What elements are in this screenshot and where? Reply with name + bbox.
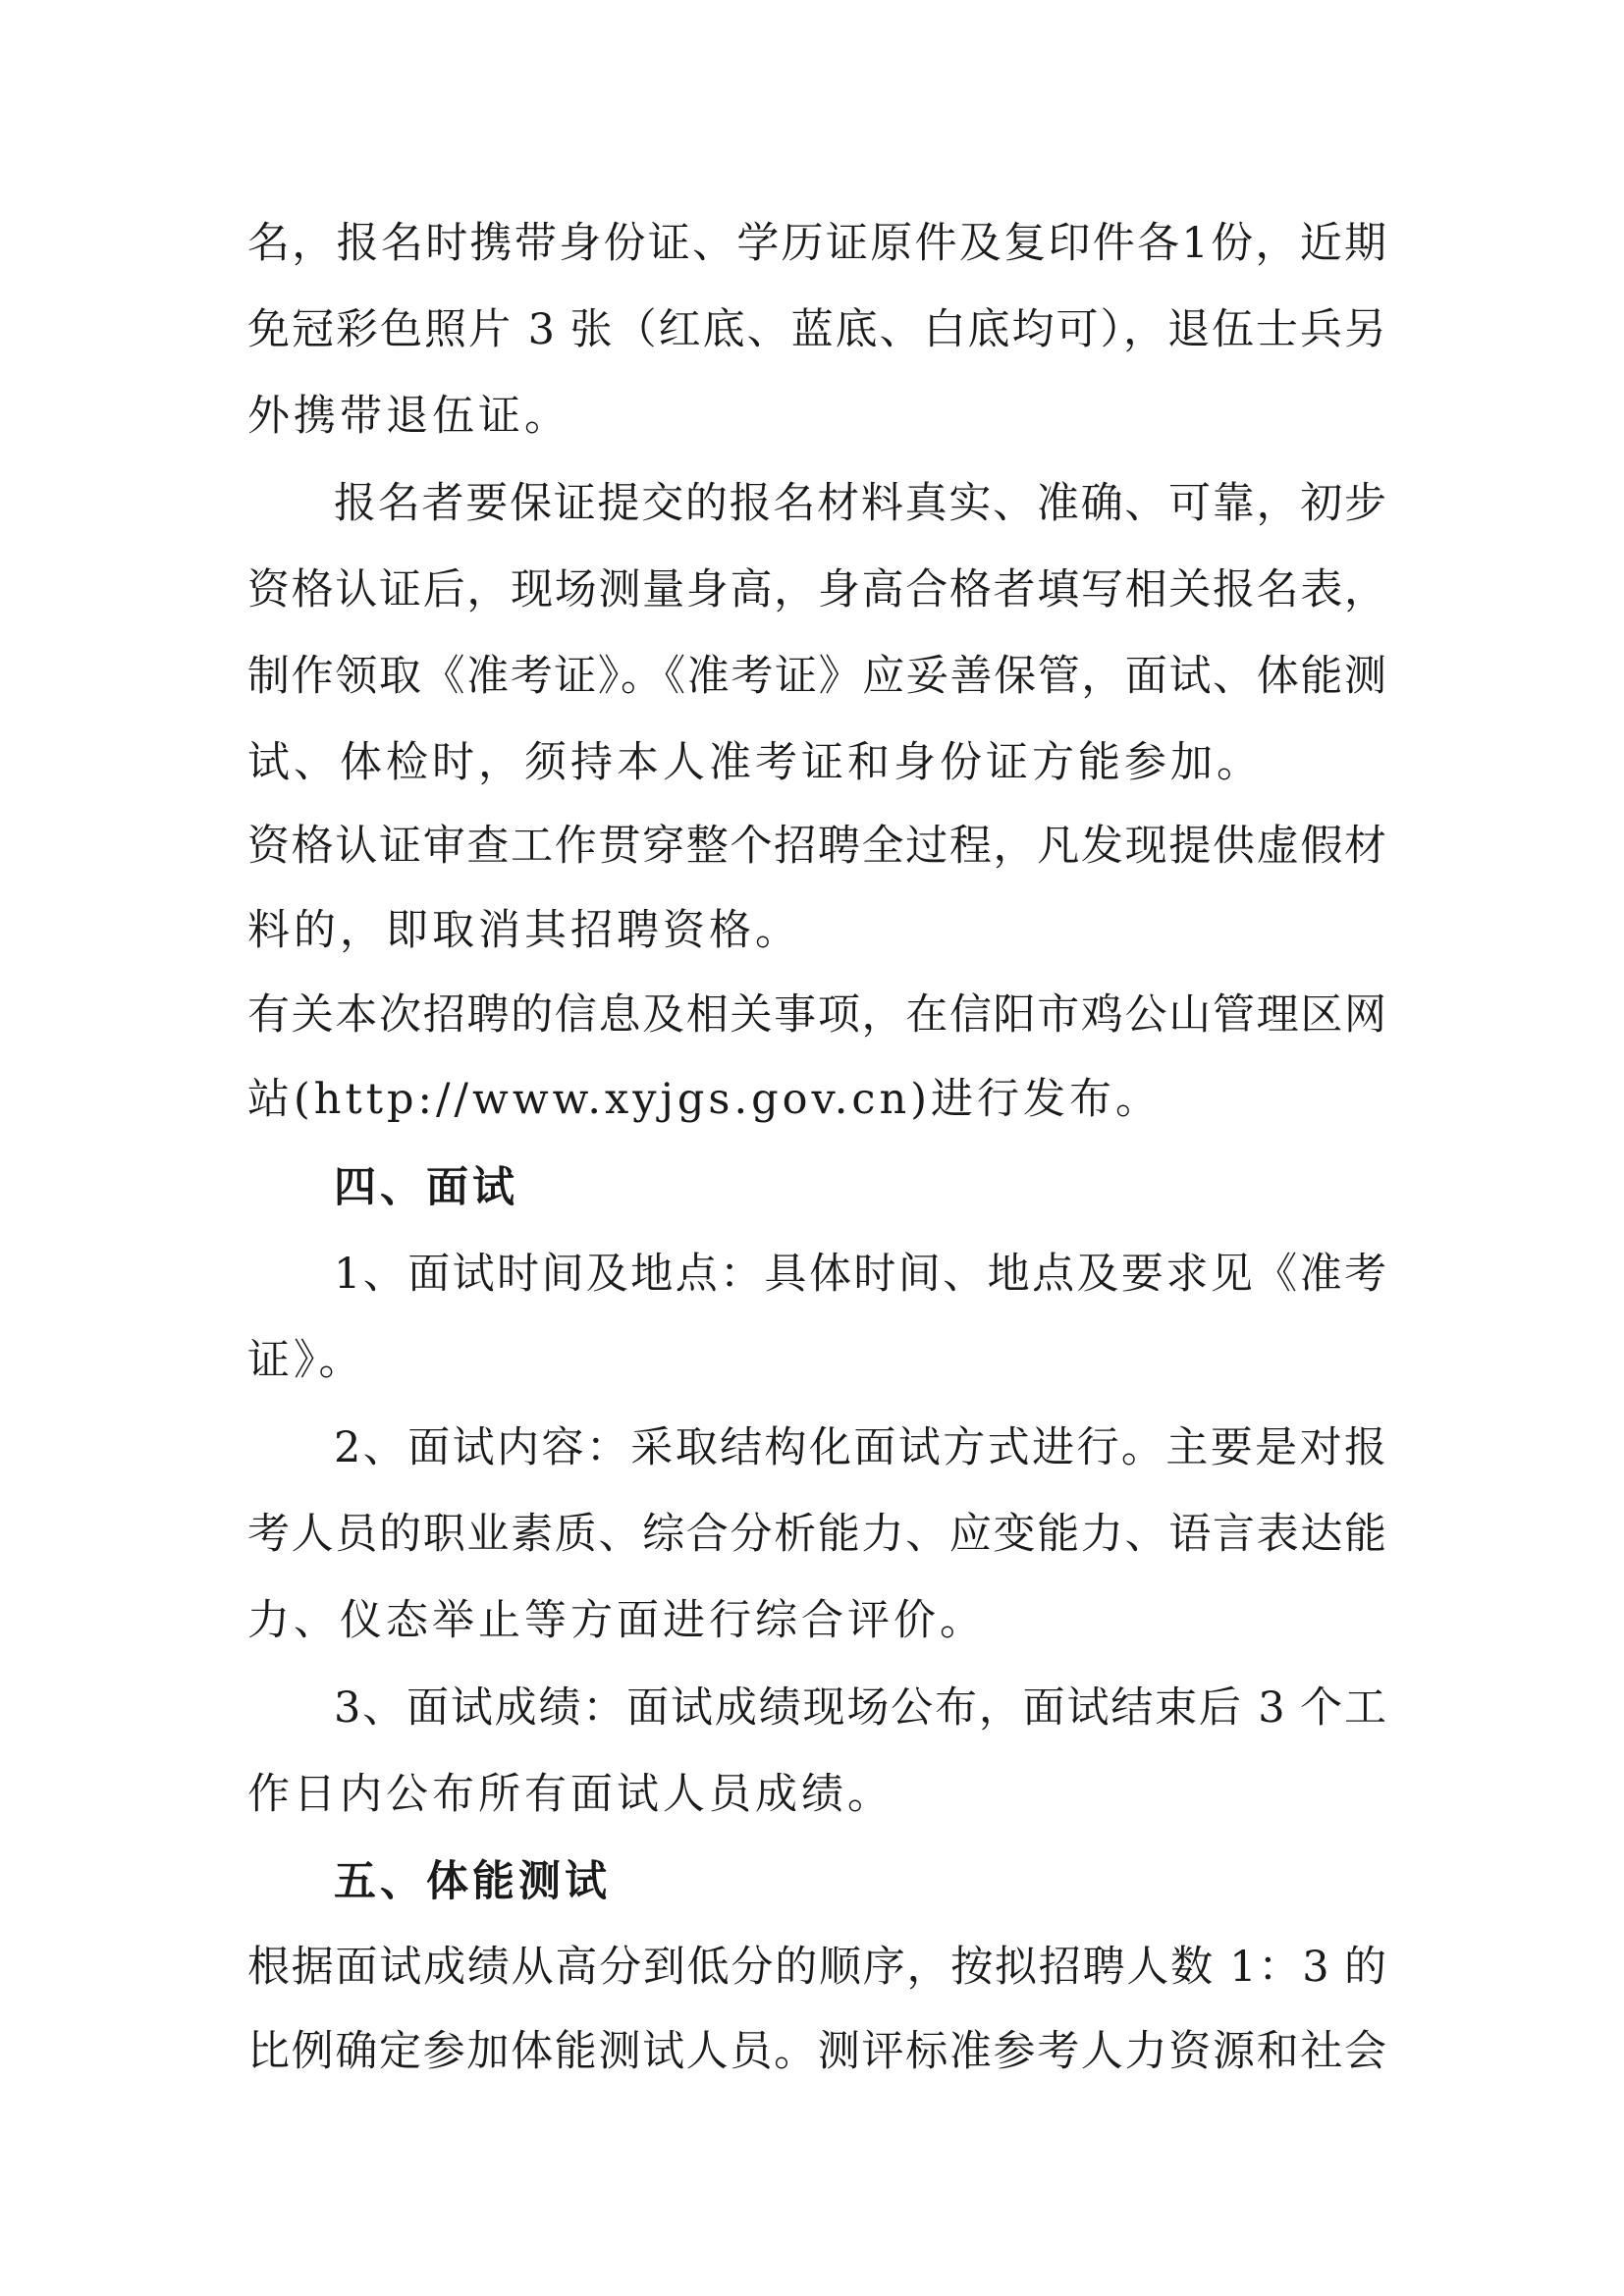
body-text-line: 外携带退伍证。: [247, 392, 570, 441]
body-text-line: 名，报名时携带身份证、学历证原件及复印件各1份，近期: [247, 219, 1386, 268]
body-text-line: 比例确定参加体能测试人员。测评标准参考人力资源和社会: [247, 2027, 1386, 2076]
body-text-line: 制作领取《准考证》。《准考证》应妥善保管，面试、体能测: [247, 652, 1386, 701]
body-text-line: 作日内公布所有面试人员成绩。: [247, 1770, 893, 1819]
body-text-line: 报名者要保证提交的报名材料真实、准确、可靠，初步: [334, 479, 1386, 528]
body-text-line: 资格认证审查工作贯穿整个招聘全过程，凡发现提供虚假材: [247, 822, 1386, 871]
body-text-line: 考人员的职业素质、综合分析能力、应变能力、语言表达能: [247, 1510, 1386, 1559]
body-text-line: 3、面试成绩：面试成绩现场公布，面试结束后 3 个工: [334, 1683, 1386, 1733]
section-heading-interview: 四、面试: [334, 1163, 518, 1212]
body-text-line: 证》。: [247, 1336, 365, 1385]
body-text-line: 站(http://www.xyjgs.gov.cn)进行发布。: [247, 1075, 1162, 1124]
body-text-line: 免冠彩色照片 3 张（红底、蓝底、白底均可），退伍士兵另: [247, 305, 1386, 354]
body-text-line: 有关本次招聘的信息及相关事项，在信阳市鸡公山管理区网: [247, 990, 1386, 1040]
body-text-line: 试、体检时，须持本人准考证和身份证方能参加。: [247, 738, 1263, 787]
body-text-line: 1、面试时间及地点：具体时间、地点及要求见《准考: [334, 1250, 1386, 1299]
body-text-line: 根据面试成绩从高分到低分的顺序，按拟招聘人数 1：3 的: [247, 1943, 1386, 1992]
body-text-line: 力、仪态举止等方面进行综合评价。: [247, 1596, 986, 1645]
body-text-line: 2、面试内容：采取结构化面试方式进行。主要是对报: [334, 1423, 1386, 1472]
section-heading-physical-test: 五、体能测试: [334, 1857, 611, 1906]
body-text-line: 料的，即取消其招聘资格。: [247, 906, 801, 955]
body-text-line: 资格认证后，现场测量身高，身高合格者填写相关报名表，: [247, 565, 1386, 614]
